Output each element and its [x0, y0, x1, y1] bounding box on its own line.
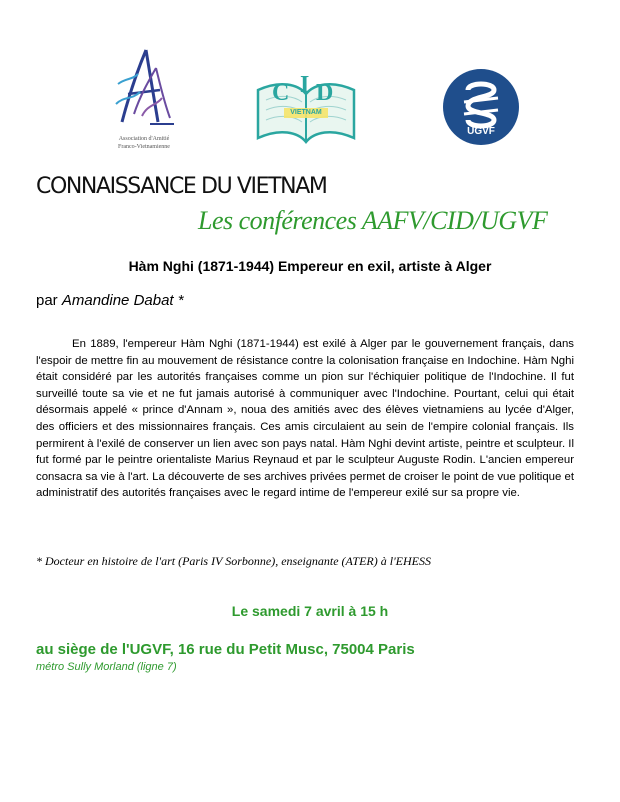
- speaker-prefix: par: [36, 292, 58, 309]
- event-date: Le samedi 7 avril à 15 h: [231, 603, 389, 619]
- abstract-paragraph: En 1889, l'empereur Hàm Nghi (1871-1944) est exilé à Alger par le gouvernement français, dans l'espoir de mettre fin au mouvement de résistance contre la colonisation française en Indochine. Hàm Nghi était considéré par les autorités françaises comme un pion sur l'échiquier politique de l'Indochine. Il fut surveillé toute sa vie et ne fut jamais autorisé à communiquer avec l'Indochine. Pourtant, celui qui était désormais appelé « prince d'Annam », noua des amitiés avec des élèves vietnamiens au lycée d'Alger, des officiers et des missionnaires français. Ces amis circulaient au sein de l'empire colonial français. Ils permirent à l'exilé de conserver un lien avec son pays natal. Hàm Nghi devint artiste, peintre et sculpteur. Il fut formé par le peintre orientaliste Marius Reynaud et par le sculpteur Auguste Rodin. L'ancien empereur consacra sa vie à l'art. La découverte de ses archives privées permet de croiser le point de vue politique et administratif des autorités françaises avec le regard intime de l'empereur exilé sur sa propre vie.: [36, 338, 574, 500]
- speaker-line: [36, 292, 184, 309]
- cid-logo: [250, 70, 362, 150]
- svg-text:D: D: [316, 80, 334, 106]
- aafv-logo: [98, 44, 190, 152]
- speaker-footnote-mark: *: [177, 292, 184, 309]
- event-venue: au siège de l'UGVF, 16 rue du Petit Musc, 75004 Paris: [36, 641, 415, 658]
- cid-label: VIETNAM: [290, 109, 322, 116]
- svg-text:I: I: [300, 72, 310, 98]
- aafv-caption-line1: Association d'Amitié: [118, 136, 170, 142]
- page-subtitle: Les conférences AAFV/CID/UGVF: [198, 206, 548, 235]
- footnote: * Docteur en histoire de l'art (Paris IV Sorbonne), enseignante (ATER) à l'EHESS: [36, 554, 431, 568]
- aafv-caption-line2: Franco-Vietnamienne: [118, 144, 170, 150]
- ugvf-logo: [442, 68, 520, 150]
- aafv-emblem-icon: [98, 44, 190, 130]
- event-metro: métro Sully Morland (ligne 7): [36, 661, 177, 673]
- svg-text:C: C: [272, 80, 290, 106]
- aafv-caption: [98, 135, 190, 151]
- speaker-name: Amandine Dabat: [61, 292, 174, 309]
- page-title: CONNAISSANCE DU VIETNAM: [36, 174, 327, 199]
- ugvf-emblem-icon: [442, 68, 520, 150]
- ugvf-label: UGVF: [467, 126, 495, 137]
- talk-title: Hàm Nghi (1871-1944) Empereur en exil, artiste à Alger: [128, 258, 492, 274]
